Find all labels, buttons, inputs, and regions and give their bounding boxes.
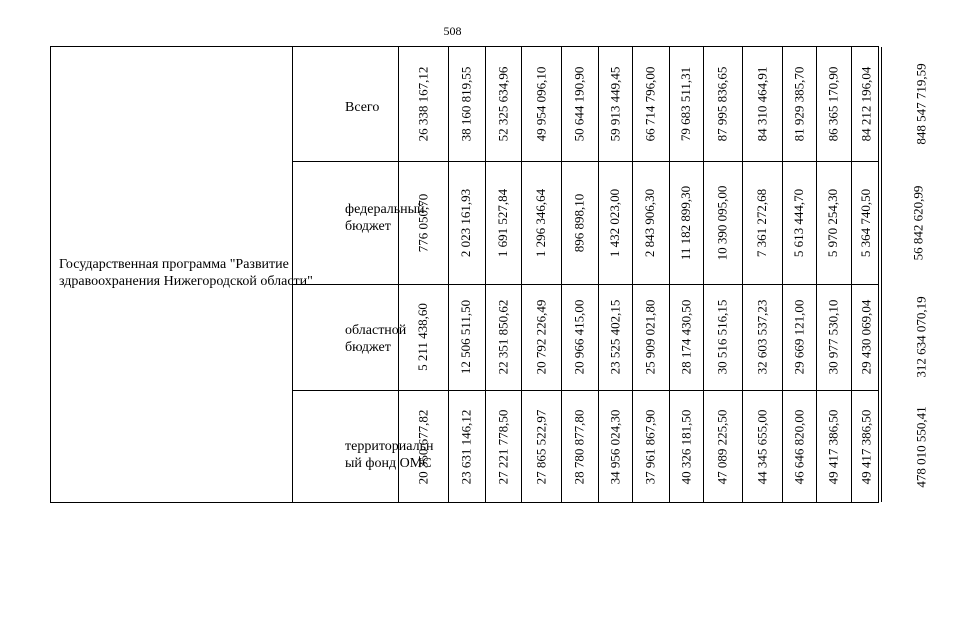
value-text: 84 310 464,91 <box>754 66 769 142</box>
value-cell <box>742 47 782 161</box>
value-text: 896 898,10 <box>571 193 587 252</box>
value-text: 38 160 819,55 <box>458 66 474 142</box>
value-text: 44 345 655,00 <box>754 409 769 485</box>
value-text: 20 966 415,00 <box>571 299 587 375</box>
value-text: 1 432 023,00 <box>607 188 622 257</box>
value-cell <box>703 161 742 284</box>
value-text: 86 365 170,90 <box>825 66 841 142</box>
value-cell <box>398 390 448 504</box>
value-text: 10 390 095,00 <box>714 185 730 260</box>
value-text: 478 010 550,41 <box>913 406 929 488</box>
value-text: 30 516 516,15 <box>714 299 730 375</box>
value-cell <box>598 284 632 390</box>
value-cell <box>782 161 816 284</box>
value-text: 27 865 522,97 <box>533 409 548 485</box>
value-cell <box>485 161 521 284</box>
program-name: Государственная программа "Развитие здравоохранения Нижегородской области" <box>59 257 313 289</box>
value-cell <box>742 390 782 504</box>
value-cell <box>881 47 962 161</box>
value-text: 27 221 778,50 <box>495 409 510 485</box>
value-text: 40 326 181,50 <box>678 409 693 485</box>
value-text: 848 547 719,59 <box>913 63 929 145</box>
value-cell <box>703 390 742 504</box>
value-cell <box>742 161 782 284</box>
value-cell <box>485 284 521 390</box>
value-text: 23 631 146,12 <box>458 409 474 485</box>
value-cell <box>448 284 485 390</box>
value-cell <box>521 390 561 504</box>
value-cell <box>669 284 703 390</box>
value-cell <box>521 47 561 161</box>
value-cell <box>598 390 632 504</box>
value-cell <box>398 47 448 161</box>
value-text: 30 977 530,10 <box>825 299 841 375</box>
value-cell <box>816 47 851 161</box>
value-cell <box>851 161 881 284</box>
value-cell <box>448 47 485 161</box>
value-text: 32 603 537,23 <box>754 299 769 375</box>
row-label: Всего <box>345 100 380 115</box>
value-cell <box>632 390 669 504</box>
value-text: 5 970 254,30 <box>825 188 841 257</box>
value-text: 22 351 850,62 <box>495 299 510 375</box>
value-cell <box>881 161 956 284</box>
value-cell <box>398 161 448 284</box>
value-text: 34 956 024,30 <box>607 409 622 485</box>
value-cell <box>881 284 962 390</box>
value-text: 5 613 444,70 <box>791 188 806 257</box>
value-cell <box>851 284 881 390</box>
value-text: 2 843 906,30 <box>642 188 658 257</box>
value-cell <box>703 47 742 161</box>
column-divider <box>292 47 293 502</box>
value-text: 23 525 402,15 <box>607 299 622 375</box>
value-text: 84 212 196,04 <box>858 66 873 142</box>
value-cell <box>669 390 703 504</box>
value-cell <box>398 284 448 390</box>
value-cell <box>485 390 521 504</box>
value-cell <box>742 284 782 390</box>
value-text: 776 050,70 <box>415 193 430 252</box>
value-text: 59 913 449,45 <box>607 66 622 142</box>
value-cell <box>598 47 632 161</box>
row-label: областной бюджет <box>345 323 407 355</box>
value-text: 79 683 511,31 <box>678 66 693 142</box>
value-cell <box>485 47 521 161</box>
value-text: 11 182 899,30 <box>678 185 693 260</box>
value-cell <box>851 390 881 504</box>
row-label: территориальн ый фонд ОМС <box>345 439 434 471</box>
value-cell <box>561 390 598 504</box>
value-cell <box>561 161 598 284</box>
value-text: 25 909 021,80 <box>642 299 658 375</box>
value-cell <box>703 284 742 390</box>
value-text: 26 338 167,12 <box>415 66 430 142</box>
value-cell <box>448 161 485 284</box>
value-cell <box>782 284 816 390</box>
value-text: 66 714 796,00 <box>642 66 658 142</box>
value-text: 20 350 677,82 <box>415 409 430 485</box>
value-text: 29 669 121,00 <box>791 299 806 375</box>
value-cell <box>521 161 561 284</box>
value-cell <box>816 390 851 504</box>
value-text: 37 961 867,90 <box>642 409 658 485</box>
value-text: 29 430 069,04 <box>858 299 873 375</box>
value-text: 47 089 225,50 <box>714 409 730 485</box>
value-cell <box>598 161 632 284</box>
value-cell <box>851 47 881 161</box>
value-text: 312 634 070,19 <box>913 296 929 378</box>
value-cell <box>669 47 703 161</box>
value-text: 49 954 096,10 <box>533 66 548 142</box>
value-cell <box>782 47 816 161</box>
value-cell <box>561 284 598 390</box>
value-cell <box>521 284 561 390</box>
value-cell <box>669 161 703 284</box>
value-cell <box>816 284 851 390</box>
value-text: 28 174 430,50 <box>678 299 693 375</box>
row-label: федеральный бюджет <box>345 202 425 234</box>
value-cell <box>632 47 669 161</box>
value-cell <box>632 284 669 390</box>
value-text: 49 417 386,50 <box>825 409 841 485</box>
value-text: 2 023 161,93 <box>458 188 474 257</box>
value-text: 12 506 511,50 <box>458 299 474 375</box>
value-cell <box>632 161 669 284</box>
budget-table <box>50 46 929 503</box>
value-text: 56 842 620,99 <box>910 185 926 260</box>
value-text: 81 929 385,70 <box>791 66 806 142</box>
value-text: 7 361 272,68 <box>754 188 769 257</box>
value-text: 87 995 836,65 <box>714 66 730 142</box>
value-text: 28 780 877,80 <box>571 409 587 485</box>
value-text: 5 211 438,60 <box>415 303 430 371</box>
value-text: 1 691 527,84 <box>495 188 510 257</box>
value-text: 49 417 386,50 <box>858 409 873 485</box>
value-text: 20 792 226,49 <box>533 299 548 375</box>
value-text: 50 644 190,90 <box>571 66 587 142</box>
value-text: 46 646 820,00 <box>791 409 806 485</box>
page-number: 508 <box>443 24 462 38</box>
value-text: 1 296 346,64 <box>533 188 548 257</box>
value-cell <box>816 161 851 284</box>
value-cell <box>448 390 485 504</box>
value-cell <box>782 390 816 504</box>
value-cell <box>561 47 598 161</box>
value-text: 5 364 740,50 <box>858 188 873 257</box>
value-text: 52 325 634,96 <box>495 66 510 142</box>
value-cell <box>881 390 962 504</box>
